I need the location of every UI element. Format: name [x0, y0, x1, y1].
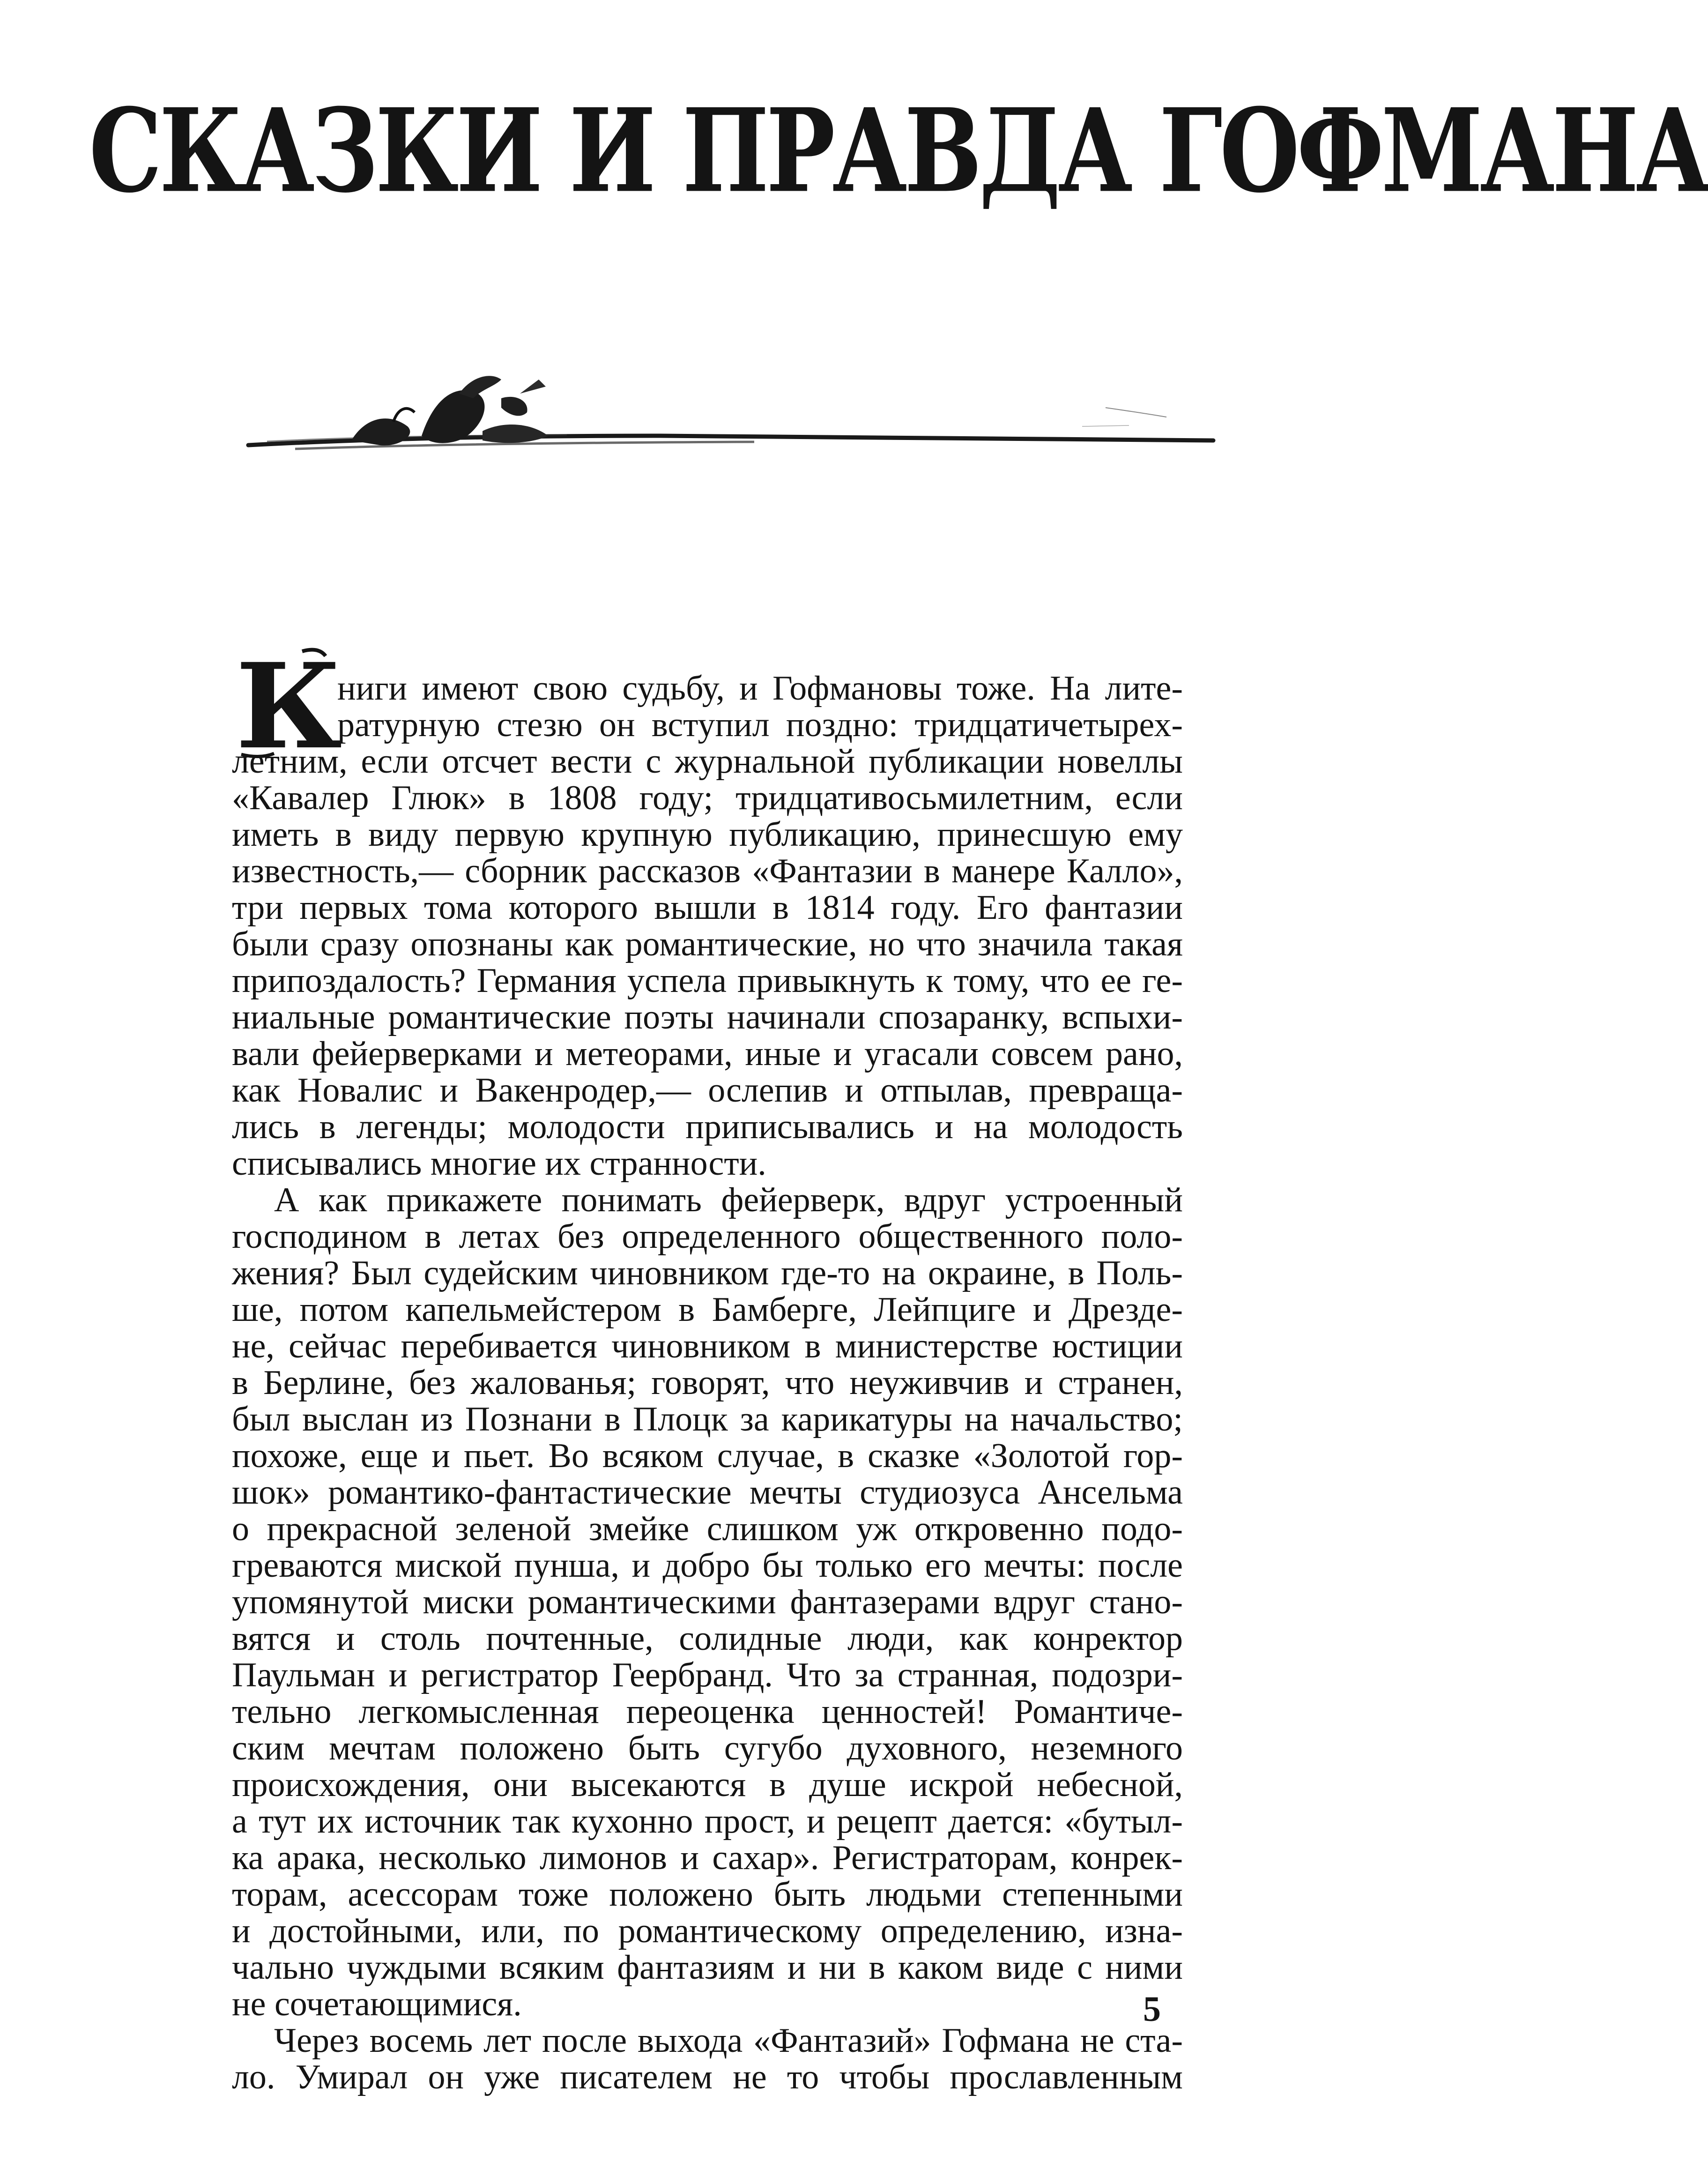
text-line: «Кавалер Глюк» в 1808 году; тридцативосьмилетним, если: [232, 779, 1183, 817]
text-line: иметь в виду первую крупную публикацию, принесшую ему: [232, 815, 1183, 854]
text-line: торам, асессорам тоже положено быть людьми степенными: [232, 1875, 1183, 1914]
text-line: не сочетающимися.: [232, 1985, 522, 2023]
text-line: происхождения, они высекаются в душе искрой небесной,: [232, 1766, 1183, 1804]
page-number: 5: [1143, 1990, 1161, 2029]
text-line: списывались многие их странности.: [232, 1144, 766, 1183]
text-line: о прекрасной зеленой змейке слишком уж откровенно подо-: [232, 1510, 1183, 1548]
text-line: тельно легкомысленная переоценка ценностей! Романтиче-: [232, 1692, 1183, 1731]
text-line: вали фейерверками и метеорами, иные и угасали совсем рано,: [232, 1035, 1183, 1073]
body-text: [232, 670, 1183, 2095]
text-line: не, сейчас перебивается чиновником в министерстве юстиции: [232, 1327, 1183, 1365]
text-line: А как прикажете понимать фейерверк, вдруг устроенный: [274, 1181, 1183, 1219]
text-line: ратурную стезю он вступил поздно: тридцатичетырех-: [337, 706, 1183, 744]
text-line: жения? Был судейским чиновником где-то на окраине, в Поль-: [232, 1254, 1183, 1292]
text-line: а тут их источник так кухонно прост, и рецепт дается: «бутыл-: [232, 1802, 1183, 1841]
text-line: летним, если отсчет вести с журнальной публикации новеллы: [232, 742, 1183, 781]
text-line: Паульман и регистратор Геербранд. Что за странная, подозри-: [232, 1656, 1183, 1694]
text-line: ка арака, несколько лимонов и сахар». Регистраторам, конрек-: [232, 1839, 1183, 1877]
text-line: был выслан из Познани в Плоцк за карикатуры на начальство;: [232, 1400, 1183, 1439]
text-line: ло. Умирал он уже писателем не то чтобы прославленным: [232, 2058, 1183, 2096]
text-line: как Новалис и Вакенродер,— ослепив и отпылав, превраща-: [232, 1071, 1183, 1110]
text-line: вятся и столь почтенные, солидные люди, как конректор: [232, 1619, 1183, 1658]
ornament-vignette-icon: [239, 365, 1223, 487]
text-line: господином в летах без определенного общественного поло-: [232, 1217, 1183, 1256]
text-line: Через восемь лет после выхода «Фантазий» Гофмана не ста-: [274, 2021, 1183, 2060]
text-line: ше, потом капельмейстером в Бамберге, Лейпциге и Дрезде-: [232, 1290, 1183, 1329]
dropcap-letter: К: [236, 637, 342, 775]
text-line: ниальные романтические поэты начинали спозаранку, вспыхи-: [232, 998, 1183, 1036]
text-line: припоздалость? Германия успела привыкнуть к тому, что ее ге-: [232, 962, 1183, 1000]
text-line: были сразу опознаны как романтические, но что значила такая: [232, 925, 1183, 963]
text-line: шок» романтико-фантастические мечты студиозуса Ансельма: [232, 1473, 1183, 1512]
text-line: чально чуждыми всяким фантазиям и ни в каком виде с ними: [232, 1948, 1183, 1987]
chapter-title: СКАЗКИ И ПРАВДА ГОФМАНА: [89, 83, 1708, 219]
text-line: упомянутой миски романтическими фантазерами вдруг стано-: [232, 1583, 1183, 1621]
text-line: и достойными, или, по романтическому определению, изна-: [232, 1912, 1183, 1950]
text-line: лись в легенды; молодости приписывались и на молодость: [232, 1108, 1183, 1146]
text-line: греваются миской пунша, и добро бы только его мечты: после: [232, 1546, 1183, 1585]
text-line: ским мечтам положено быть сугубо духовного, неземного: [232, 1729, 1183, 1767]
text-line: известность,— сборник рассказов «Фантазии в манере Калло»,: [232, 852, 1183, 890]
text-line: похоже, еще и пьет. Во всяком случае, в сказке «Золотой гор-: [232, 1437, 1183, 1475]
text-line: в Берлине, без жалованья; говорят, что неуживчив и странен,: [232, 1364, 1183, 1402]
text-line: ниги имеют свою судьбу, и Гофмановы тоже. На лите-: [337, 669, 1183, 708]
text-line: три первых тома которого вышли в 1814 году. Его фантазии: [232, 888, 1183, 927]
